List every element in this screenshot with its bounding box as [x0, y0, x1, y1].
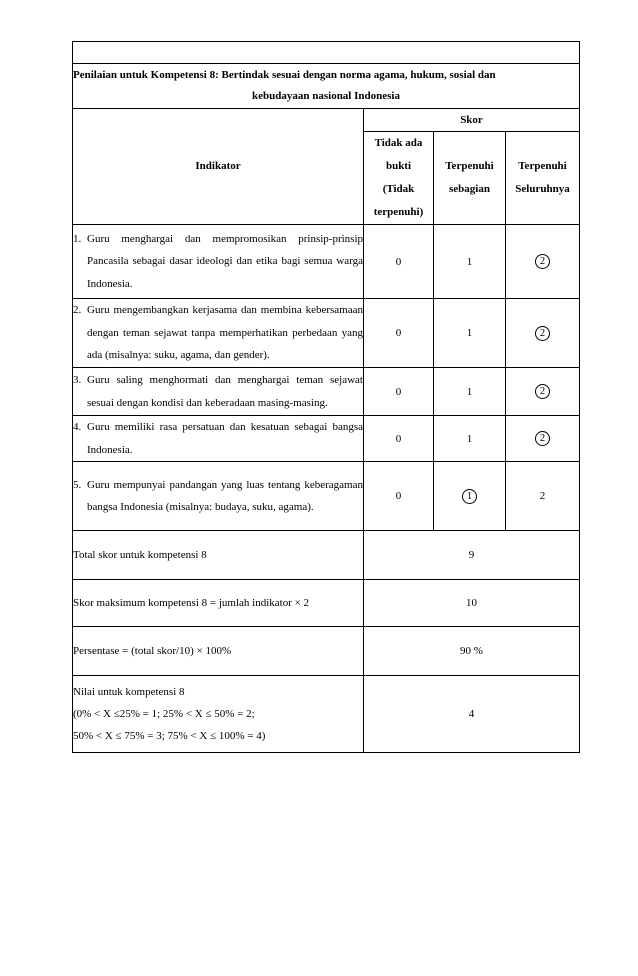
competency-8-table [72, 41, 580, 753]
empty-top-row [73, 42, 580, 64]
indicator-cell [73, 299, 364, 368]
total-row [73, 531, 580, 580]
circled-score: 2 [535, 254, 550, 269]
score-cell [364, 368, 434, 416]
indicator-text: Guru mempunyai pandangan yang luas tentang keberagaman bangsa Indonesia (misalnya: budaya, suku, agama). [87, 478, 363, 513]
score-cell [434, 299, 506, 368]
score-value: 1 [466, 327, 473, 339]
indicator-cell [73, 462, 364, 531]
score-cell [506, 368, 580, 416]
score-cell [364, 462, 434, 531]
nilai-value: 4 [364, 676, 580, 753]
nilai-row [73, 676, 580, 753]
score-cell [434, 416, 506, 462]
indikator-header: Indikator [73, 109, 364, 225]
score-cell [506, 225, 580, 299]
indicator-row [73, 462, 580, 531]
skor-header-row [73, 109, 580, 132]
indicator-text: Guru memiliki rasa persatuan dan kesatuan sebagai bangsa Indonesia. [87, 421, 363, 456]
indicator-text: Guru saling menghormati dan menghargai teman sejawat sesuai dengan kondisi dan keberadaan masing-masing. [87, 374, 363, 409]
indicator-cell [73, 416, 364, 462]
score-cell [434, 368, 506, 416]
percentage-label: Persentase = (total skor/10) × 100% [73, 627, 364, 676]
col-tidak-ada-bukti: Tidak ada bukti (Tidak terpenuhi) [364, 132, 434, 225]
indicator-row [73, 368, 580, 416]
title-row [73, 64, 580, 109]
nilai-label: Nilai untuk kompetensi 8 (0% < X ≤25% = 1; 25% < X ≤ 50% = 2; 50% < X ≤ 75% = 3; 75% < X ≤ 100% = 4) [73, 676, 364, 753]
circled-score: 1 [462, 489, 477, 504]
indicator-cell [73, 225, 364, 299]
percentage-value: 90 % [364, 627, 580, 676]
indicator-text: Guru menghargai dan mempromosikan prinsip-prinsip Pancasila sebagai dasar ideologi dan etika bagi semua warga Indonesia. [87, 232, 363, 290]
score-value: 0 [395, 432, 402, 445]
indicator-number: 3. [73, 374, 82, 386]
indicator-number: 4. [73, 421, 82, 433]
circled-score: 2 [535, 431, 550, 446]
indicator-text: Guru mengembangkan kerjasama dan membina kebersamaan dengan teman sejawat tanpa memperhatikan perbedaan yang ada (misalnya: suku, agama, dan gender). [87, 304, 363, 362]
indicator-number: 5. [73, 478, 82, 491]
indicator-row [73, 225, 580, 299]
indicator-row [73, 299, 580, 368]
score-cell [364, 225, 434, 299]
score-value: 0 [395, 490, 402, 502]
col-terpenuhi-sebagian: Terpenuhi sebagian [434, 132, 506, 225]
indicator-cell [73, 368, 364, 416]
score-cell [506, 299, 580, 368]
score-value: 1 [466, 432, 473, 445]
indicator-row [73, 416, 580, 462]
title-line-1: Penilaian untuk Kompetensi 8: Bertindak sesuai dengan norma agama, hukum, sosial dan [73, 69, 496, 81]
col-terpenuhi-seluruhnya: Terpenuhi Seluruhnya [506, 132, 580, 225]
score-value: 0 [395, 255, 402, 268]
total-label: Total skor untuk kompetensi 8 [73, 531, 364, 580]
indicator-rows [73, 225, 580, 531]
table-title [73, 64, 580, 109]
score-value: 0 [395, 385, 402, 398]
score-value: 0 [395, 327, 402, 339]
score-cell [506, 416, 580, 462]
score-cell [364, 416, 434, 462]
circled-score: 2 [535, 384, 550, 399]
score-cell [434, 225, 506, 299]
max-label: Skor maksimum kompetensi 8 = jumlah indikator × 2 [73, 580, 364, 627]
score-value: 1 [466, 255, 473, 268]
total-value: 9 [364, 531, 580, 580]
title-line-2: kebudayaan nasional Indonesia [252, 90, 400, 102]
max-value: 10 [364, 580, 580, 627]
score-cell [434, 462, 506, 531]
score-cell [506, 462, 580, 531]
skor-header: Skor [364, 109, 580, 132]
score-cell [364, 299, 434, 368]
max-row [73, 580, 580, 627]
circled-score: 2 [535, 326, 550, 341]
indicator-number: 1. [73, 232, 82, 245]
percentage-row [73, 627, 580, 676]
score-value: 1 [466, 385, 473, 398]
score-value: 2 [539, 490, 546, 502]
indicator-number: 2. [73, 304, 82, 317]
